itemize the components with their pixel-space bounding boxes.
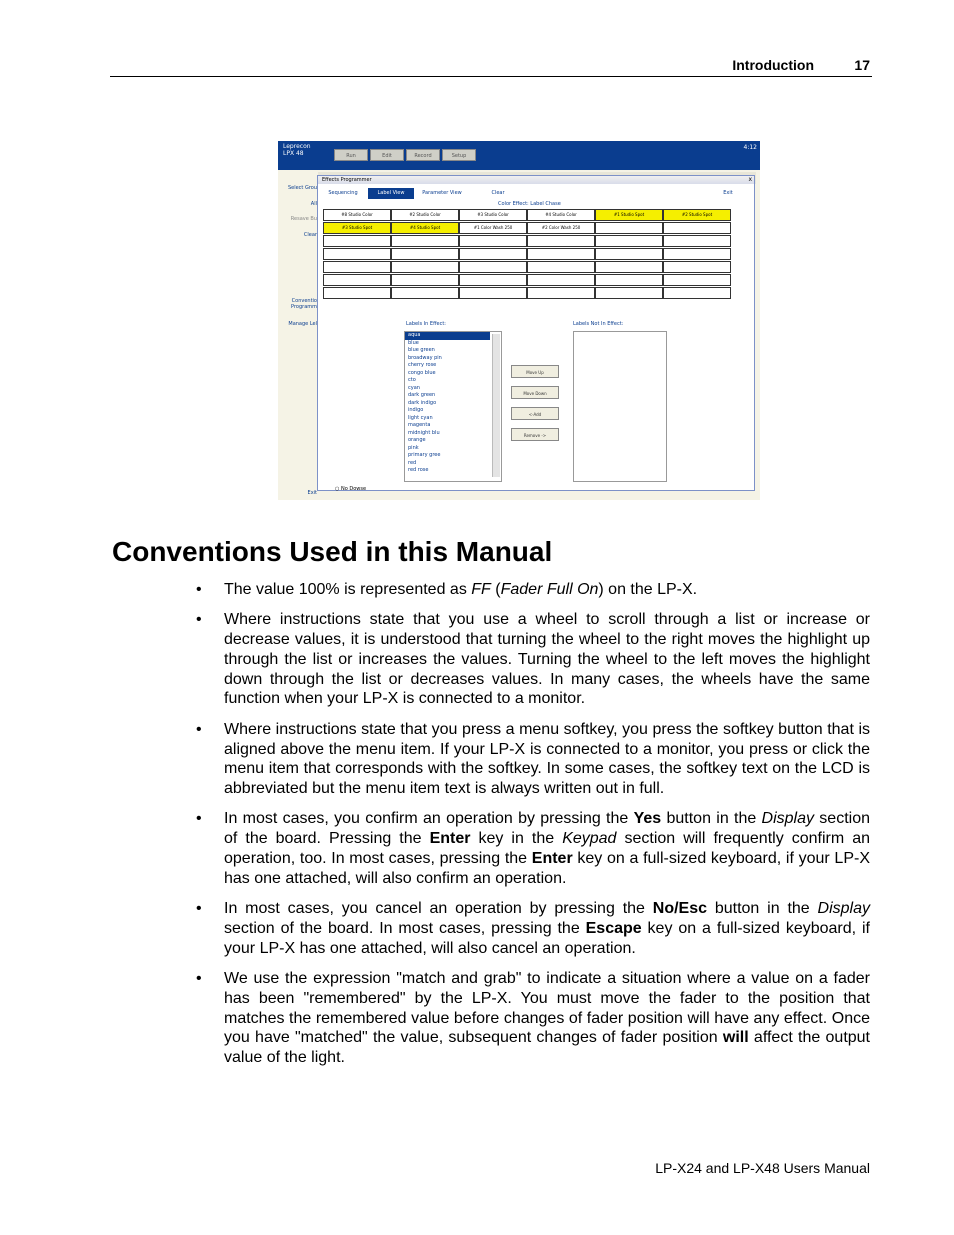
header-section-title: Introduction — [732, 57, 814, 73]
grid-cell[interactable]: #2 Studio Color — [391, 209, 459, 221]
labels-not-in-effect-list[interactable] — [573, 331, 667, 482]
grid-cell[interactable] — [595, 261, 663, 273]
label-list-item[interactable]: cherry rose — [408, 362, 437, 368]
text-run: button in the — [707, 900, 818, 918]
text-run: Escape — [585, 919, 642, 937]
label-list-item[interactable]: dark green — [408, 392, 436, 398]
move-down-button[interactable]: Move Down — [511, 386, 559, 399]
text-run: Fader Full On — [500, 581, 599, 598]
list-scrollbar[interactable] — [492, 334, 500, 477]
text-run: affect the output value of the light. — [224, 1029, 871, 1067]
tab-parameter-view[interactable]: Parameter View — [422, 190, 462, 196]
text-run: ) on the LP-X. — [598, 581, 698, 598]
text-run: Where instructions state that you use a wheel to scroll through a list or increase or decrease values, it is understood that turning the wheel to the right moves the highlight up through the list or increases the values. Turning the wheel to the left moves the highlight down through the list or decreases values. In many cases, the wheels have the same function when your LP-X is connected to a monitor. — [224, 611, 870, 708]
toolbar-setup-button[interactable]: Setup — [442, 149, 476, 161]
label-list-item[interactable]: light cyan — [408, 414, 433, 421]
grid-cell[interactable] — [459, 261, 527, 273]
grid-cell[interactable]: #8 Studio Color — [323, 209, 391, 221]
dialog-title — [318, 176, 754, 184]
nav-clear[interactable]: Clear — [303, 232, 317, 238]
text-run: key on a full-sized keyboard, if your LP-X has one attached, will also cancel an operation. — [224, 919, 870, 957]
grid-cell[interactable] — [391, 287, 459, 299]
close-icon[interactable]: x — [748, 176, 752, 183]
no-dowse-label: No Dowse — [340, 486, 367, 492]
grid-cell[interactable]: #4 Studio Color — [527, 209, 595, 221]
tab-sequencing[interactable]: Sequencing — [328, 190, 358, 196]
label-list-item[interactable]: congo blue — [408, 369, 436, 376]
text-run: Where instructions state that you press a menu softkey, you press the softkey button that is aligned above the menu item. If your LP-X is connected to a monitor, you press or click the menu item that corresponds with the softkey. In some cases, the softkey text on the LCD is abbreviated but the menu item text is always written out in full. — [224, 720, 870, 798]
grid-cell[interactable] — [663, 235, 731, 247]
text-run: Display — [817, 900, 870, 918]
effect-title: Color Effect: Label Chase — [498, 201, 561, 207]
label-list-item[interactable]: pink — [408, 444, 419, 451]
grid-cell[interactable] — [527, 261, 595, 273]
grid-cell[interactable] — [323, 261, 391, 273]
label-list-item[interactable]: orange — [408, 437, 426, 443]
grid-cell[interactable] — [459, 235, 527, 247]
app-title-bar — [278, 141, 760, 170]
grid-cell[interactable] — [323, 274, 391, 286]
label-list-item[interactable]: cto — [408, 377, 416, 383]
bullet-icon: • — [196, 810, 202, 828]
bullet-icon: • — [196, 970, 202, 988]
list-item — [196, 969, 870, 1068]
grid-cell[interactable] — [459, 274, 527, 286]
grid-cell[interactable] — [663, 274, 731, 286]
grid-cell[interactable] — [391, 261, 459, 273]
grid-cell[interactable] — [391, 248, 459, 260]
label-list-item[interactable]: red — [408, 459, 417, 466]
bullet-icon: • — [196, 720, 202, 738]
add-button[interactable]: <-Add — [511, 407, 559, 420]
list-item — [196, 809, 870, 888]
grid-cell[interactable] — [527, 274, 595, 286]
dialog-title-text: Effects Programmer — [322, 177, 372, 183]
text-run: The value 100% is represented as — [224, 581, 472, 598]
bullet-icon: • — [196, 611, 202, 629]
nav-all[interactable]: All — [310, 201, 317, 207]
label-list-item[interactable]: primary gree — [408, 452, 441, 458]
grid-cell[interactable]: #2 Color Wash 250 — [527, 222, 595, 234]
list-item — [196, 610, 870, 709]
grid-cell[interactable] — [595, 287, 663, 299]
grid-cell[interactable] — [391, 274, 459, 286]
list-item — [196, 720, 870, 799]
grid-cell[interactable] — [663, 248, 731, 260]
toolbar-run-button[interactable]: Run — [334, 149, 368, 161]
text-run: key in the — [470, 830, 563, 848]
toolbar-record-button[interactable]: Record — [406, 149, 440, 161]
grid-cell[interactable] — [323, 248, 391, 260]
nav-select-group[interactable]: Select Grou — [287, 185, 317, 191]
remove-button[interactable]: Remove -> — [511, 428, 559, 441]
labels-not-in-effect-title: Labels Not In Effect: — [573, 321, 624, 327]
grid-cell[interactable] — [527, 287, 595, 299]
grid-cell[interactable] — [391, 235, 459, 247]
labels-list-items — [405, 332, 501, 475]
list-item — [196, 899, 870, 958]
grid-cell[interactable] — [323, 287, 391, 299]
nav-exit[interactable]: Exit — [307, 490, 317, 496]
tab-clear[interactable]: Clear — [491, 190, 505, 196]
text-run: section will frequently confirm an operation, too. In most cases, pressing the — [224, 830, 871, 868]
toolbar-edit-button[interactable]: Edit — [370, 149, 404, 161]
section-heading: Conventions Used in this Manual — [112, 536, 553, 567]
label-list-item[interactable]: blue — [408, 339, 419, 346]
text-run: In most cases, you cancel an operation by pressing the — [224, 900, 653, 918]
grid-cell[interactable]: #3 Studio Spot — [323, 222, 391, 234]
grid-cell[interactable]: #4 Studio Spot — [391, 222, 459, 234]
text-run: Keypad — [562, 830, 617, 848]
bullet-icon: • — [196, 581, 202, 598]
grid-cell[interactable] — [595, 274, 663, 286]
text-run: button in the — [661, 810, 762, 828]
grid-cell[interactable] — [595, 235, 663, 247]
tab-exit[interactable]: Exit — [723, 190, 733, 196]
software-screenshot — [278, 141, 760, 500]
grid-cell[interactable]: #3 Studio Color — [459, 209, 527, 221]
bullet-icon: • — [196, 900, 202, 918]
grid-cell[interactable]: #1 Studio Spot — [595, 209, 663, 221]
label-list-item[interactable]: red rose — [408, 467, 429, 473]
nav-resave[interactable]: Resave Bu — [290, 216, 317, 222]
no-dowse-radio[interactable]: ○ No Dowse — [335, 486, 367, 492]
grid-cell[interactable] — [663, 287, 731, 299]
text-run: FF — [471, 581, 491, 598]
nav-conventional[interactable]: Conventio Programm — [291, 298, 317, 310]
label-list-item[interactable]: magenta — [408, 422, 431, 428]
grid-cell[interactable] — [663, 261, 731, 273]
grid-cell[interactable] — [459, 248, 527, 260]
text-run: will — [722, 1029, 749, 1047]
tab-label-view[interactable]: Label View — [368, 188, 414, 199]
effects-programmer-dialog — [317, 175, 755, 491]
label-list-item[interactable]: dark indigo — [408, 399, 437, 406]
grid-cell[interactable] — [595, 248, 663, 260]
list-item — [196, 580, 870, 600]
label-list-item[interactable]: aqua — [405, 332, 490, 340]
label-list-item[interactable]: blue green — [408, 347, 435, 353]
text-run: In most cases, you confirm an operation by pressing the — [224, 810, 634, 828]
labels-in-effect-title: Labels In Effect: — [406, 321, 446, 327]
text-run: Enter — [429, 830, 471, 848]
text-run: ( — [490, 581, 501, 598]
labels-in-effect-list[interactable] — [404, 331, 502, 482]
text-run: We use the expression "match and grab" to indicate a situation where a value on a fader has been "remembered" by the LP-X. You must move the fader to the position that matches the remembered value before changes of fader position will have any effect. Once you have "matched" the value, subsequent changes of fader position — [224, 970, 870, 1047]
grid-cell[interactable]: #1 Color Wash 250 — [459, 222, 527, 234]
text-run: section of the board. Pressing the — [224, 810, 871, 848]
conventions-list — [196, 580, 870, 1079]
move-up-button[interactable]: Move Up — [511, 365, 559, 378]
text-run: No/Esc — [652, 900, 708, 918]
text-run: section of the board. In most cases, pressing the — [224, 919, 586, 937]
label-list-item[interactable]: broadway pin — [408, 354, 442, 361]
page-footer: LP-X24 and LP-X48 Users Manual — [655, 1160, 870, 1176]
grid-cell[interactable]: #2 Studio Spot — [663, 209, 731, 221]
text-run: Enter — [531, 850, 573, 868]
grid-cell[interactable] — [527, 248, 595, 260]
label-list-item[interactable]: midnight blu — [408, 429, 440, 436]
grid-cell[interactable] — [663, 222, 731, 234]
grid-cell[interactable] — [323, 235, 391, 247]
app-title: Leprecon LPX 48 — [283, 143, 311, 157]
nav-manage-labels[interactable]: Manage Lel — [288, 321, 317, 327]
label-list-item[interactable]: cyan — [408, 384, 420, 391]
text-run: Yes — [633, 810, 662, 828]
grid-cell[interactable] — [527, 235, 595, 247]
page-header — [110, 56, 872, 77]
grid-cell[interactable] — [595, 222, 663, 234]
text-run: key on a full-sized keyboard, if your LP-X has one attached, will also confirm an operation. — [224, 850, 870, 887]
header-page-number: 17 — [854, 57, 870, 73]
label-list-item[interactable]: indigo — [408, 407, 424, 413]
grid-cell[interactable] — [459, 287, 527, 299]
clock-readout: 4:12 — [743, 144, 757, 151]
text-run: Display — [761, 810, 815, 828]
